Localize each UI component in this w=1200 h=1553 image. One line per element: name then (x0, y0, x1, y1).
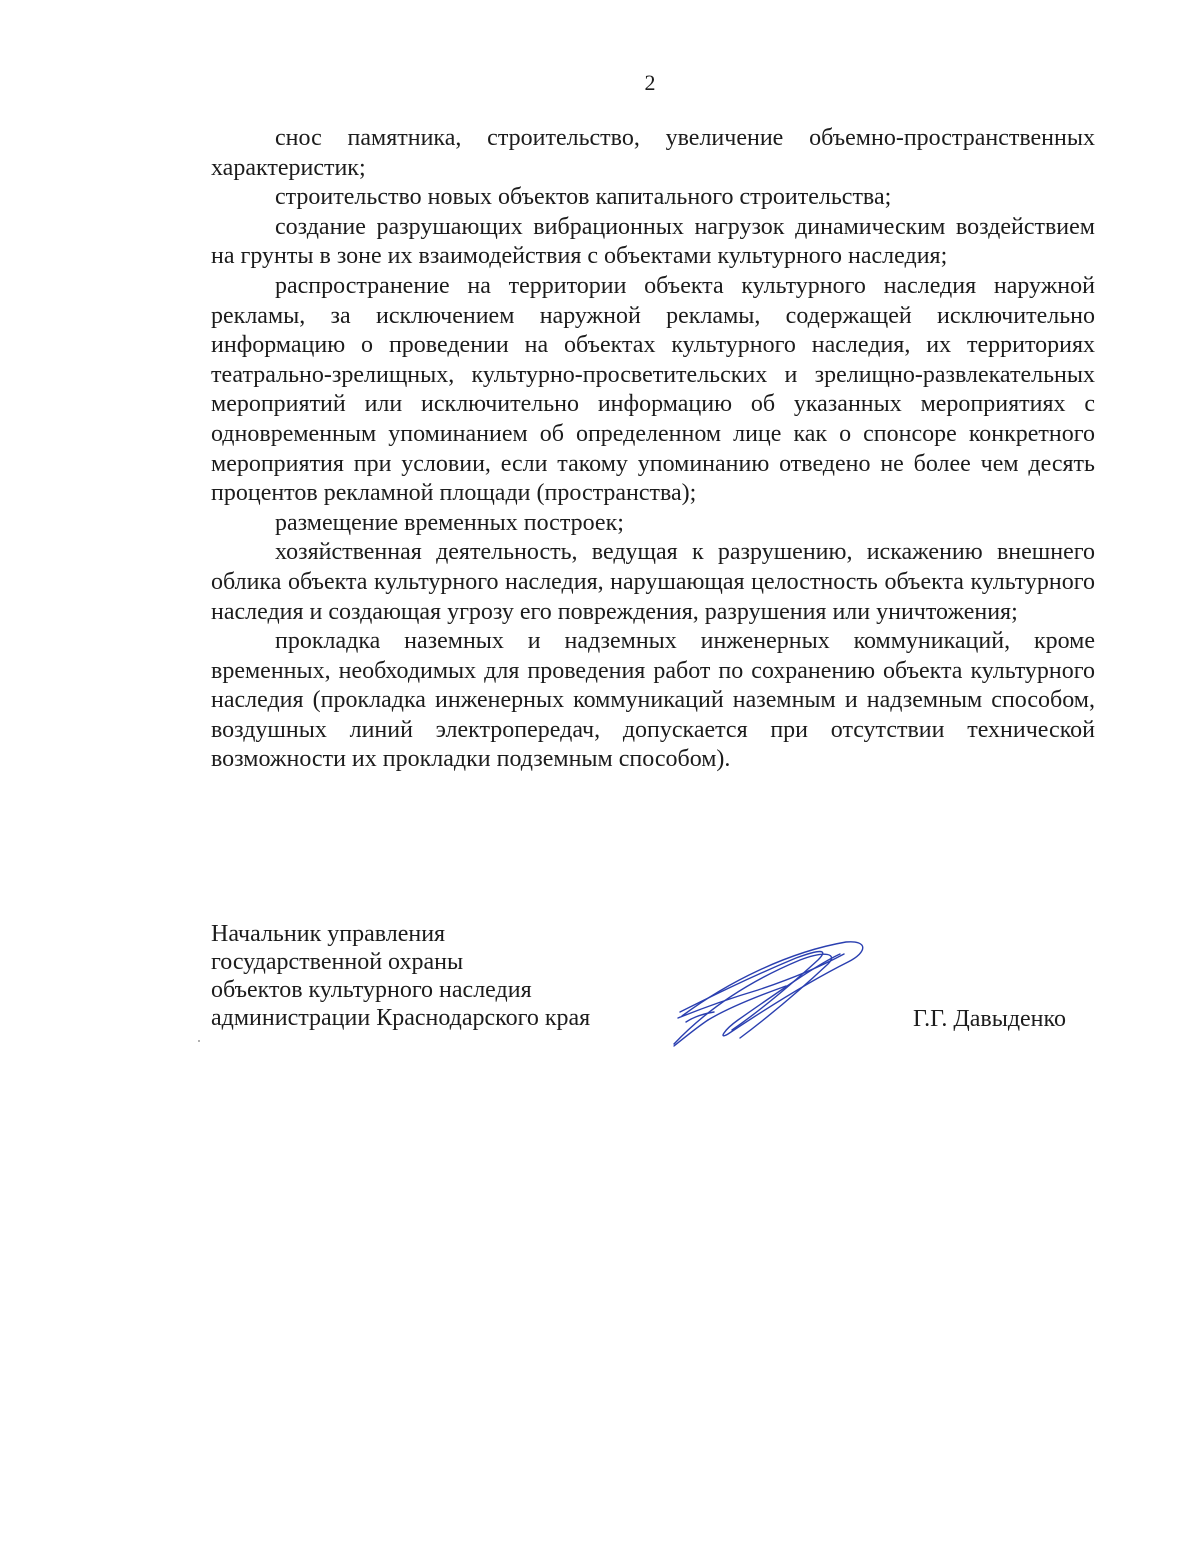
page-number: 2 (644, 70, 656, 95)
signatory-position-line: государственной охраны (211, 949, 464, 975)
paragraph: распространение на территории объекта культурного наследия наружной рекламы, за исключением наружной рекламы, содержащей исключительно информацию о проведении на объектах культурного наследия, их территориях театрально-зрелищных, культурно-просветительских и зрелищно-развлекательных мероприятий или исключительно информацию об указанных мероприятиях с одновременным упоминанием об определенном лице как о спонсоре конкретного мероприятия при условии, если такому упоминанию отведено не более чем десять процентов рекламной площади (пространства); (211, 272, 1095, 507)
signatory-position-line: администрации Краснодарского края (211, 1005, 591, 1031)
signatory-position (211, 920, 590, 1032)
paragraph: строительство новых объектов капитального строительства; (275, 184, 892, 211)
signatory-position-line: объектов культурного наследия (211, 977, 532, 1003)
paragraph: снос памятника, строительство, увеличение объемно-пространственных характеристик; (211, 125, 1095, 181)
paragraph: хозяйственная деятельность, ведущая к разрушению, искажению внешнего облика объекта культурного наследия, нарушающая целостность объекта культурного наследия и создающая угрозу его повреждения, разрушения или уничтожения; (211, 539, 1095, 625)
signatory-position-line: Начальник управления (211, 921, 446, 947)
signatory-name: Г.Г. Давыденко (913, 1006, 1066, 1032)
document-body (211, 124, 1095, 775)
handwritten-signature (668, 934, 874, 1052)
scan-speck (198, 1040, 200, 1042)
paragraph: создание разрушающих вибрационных нагрузок динамическим воздействием на грунты в зоне их взаимодействия с объектами культурного наследия; (211, 213, 1095, 270)
paragraph: прокладка наземных и надземных инженерных коммуникаций, кроме временных, необходимых для проведения работ по сохранению объекта культурного наследия (прокладка инженерных коммуникаций наземным и надземным способом, воздушных линий электропередач, допускается при отсутствии технической возможности их прокладки подземным способом). (211, 628, 1095, 773)
paragraph: размещение временных построек; (275, 509, 624, 536)
